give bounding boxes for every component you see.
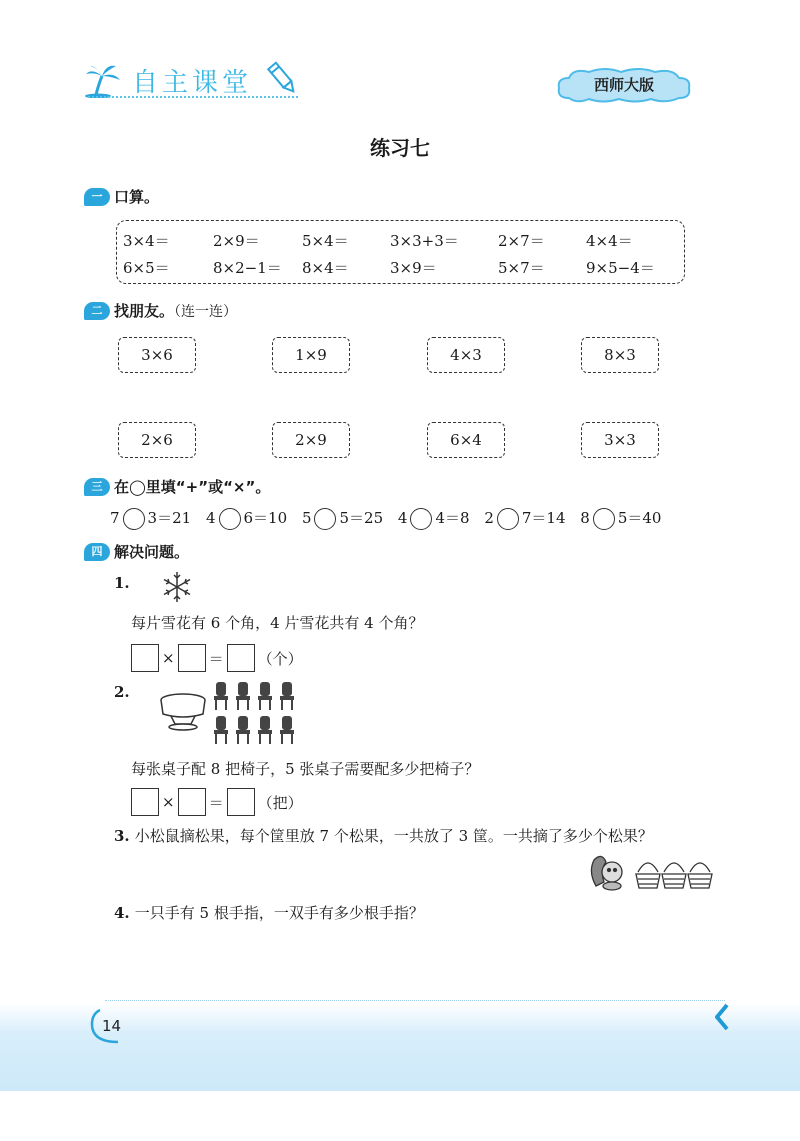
operand-result: 3＝21 [147, 509, 192, 527]
pencil-icon [266, 60, 300, 98]
operator-item [484, 509, 565, 527]
question-number: 3. [114, 827, 130, 845]
operator-item [206, 509, 287, 527]
operand: 2 [484, 509, 494, 527]
match-card-top[interactable]: 3×6 [118, 337, 196, 373]
operator-item [580, 509, 661, 527]
squirrel-baskets-icon [588, 852, 714, 892]
math-item: 8×2−1＝ [213, 259, 282, 277]
section-badge: 二 [84, 302, 110, 320]
chairs-icon [210, 680, 302, 748]
section-title-wrap [114, 300, 237, 321]
unit-label: （个） [257, 649, 303, 668]
times-sign: × [162, 649, 175, 667]
snowflake-icon [160, 570, 194, 604]
page-title: 练习七 [370, 136, 430, 160]
palm-tree-icon [84, 62, 128, 98]
question-line [114, 902, 424, 923]
match-card-bottom[interactable]: 2×9 [272, 422, 350, 458]
question-number: 2. [114, 683, 130, 701]
chevron-left-icon[interactable] [712, 1002, 732, 1032]
answer-box[interactable] [178, 788, 206, 816]
operator-circle[interactable] [219, 508, 241, 530]
question-number: 1. [114, 574, 130, 592]
section-badge: 四 [84, 543, 110, 561]
math-item: 4×4＝ [586, 232, 633, 250]
operand: 4 [205, 509, 216, 527]
unit-label: （把） [257, 793, 303, 812]
math-item: 2×7＝ [498, 232, 545, 250]
operator-item [110, 509, 191, 527]
operator-circle[interactable] [593, 508, 615, 530]
math-item: 5×4＝ [302, 232, 349, 250]
page-number: 14 [102, 1017, 122, 1035]
match-card-bottom[interactable]: 3×3 [581, 422, 659, 458]
operand-result: 7＝14 [521, 509, 566, 527]
question-text: 一只手有 5 根手指，一双手有多少根手指？ [134, 904, 424, 922]
question-text: 小松鼠摘松果，每个筐里放 7 个松果，一共放了 3 筐。一共摘了多少个松果？ [134, 827, 653, 845]
section-title: 解决问题。 [114, 543, 190, 561]
operator-circle[interactable] [410, 508, 432, 530]
table-icon [157, 690, 209, 732]
operand: 7 [110, 509, 120, 527]
operator-circle[interactable] [314, 508, 336, 530]
question-line [114, 825, 653, 846]
operator-item [398, 509, 470, 527]
answer-line [131, 788, 306, 816]
brand-title: 自主课堂 [132, 68, 253, 98]
header-divider [88, 96, 298, 98]
section-badge: 一 [84, 188, 110, 206]
section-badge: 三 [84, 478, 110, 496]
equals-sign: ＝ [208, 793, 224, 812]
question-text: 每片雪花有 6 个角，4 片雪花共有 4 个角？ [131, 614, 424, 632]
match-card-top[interactable]: 4×3 [427, 337, 505, 373]
answer-line [131, 644, 306, 672]
edition-label: 西师大版 [593, 76, 654, 94]
operator-circle[interactable] [497, 508, 519, 530]
math-item: 3×4＝ [123, 232, 170, 250]
section-title: 在◯里填“+”或“×”。 [114, 478, 271, 496]
answer-box[interactable] [227, 644, 255, 672]
answer-box[interactable] [131, 644, 159, 672]
section-title: 找朋友。 [114, 302, 175, 320]
question-number: 4. [114, 904, 130, 922]
operand: 8 [580, 509, 590, 527]
operand-result: 4＝8 [435, 509, 470, 527]
match-card-bottom[interactable]: 6×4 [427, 422, 505, 458]
operator-circle[interactable] [123, 508, 145, 530]
math-item: 3×9＝ [390, 259, 437, 277]
operand-result: 6＝10 [243, 509, 288, 527]
math-item: 2×9＝ [213, 232, 260, 250]
operator-item [302, 509, 383, 527]
math-item: 5×7＝ [498, 259, 545, 277]
operator-fill-row [110, 507, 671, 530]
operand-result: 5＝40 [617, 509, 662, 527]
math-item: 3×3+3＝ [390, 232, 459, 250]
question-text: 每张桌子配 8 把椅子，5 张桌子需要配多少把椅子？ [131, 760, 480, 778]
answer-box[interactable] [131, 788, 159, 816]
answer-box[interactable] [178, 644, 206, 672]
match-card-bottom[interactable]: 2×6 [118, 422, 196, 458]
match-card-top[interactable]: 1×9 [272, 337, 350, 373]
operand: 5 [301, 509, 312, 527]
match-card-top[interactable]: 8×3 [581, 337, 659, 373]
times-sign: × [162, 793, 175, 811]
answer-box[interactable] [227, 788, 255, 816]
section-title: 口算。 [114, 188, 160, 206]
operand-result: 5＝25 [339, 509, 384, 527]
equals-sign: ＝ [208, 649, 224, 668]
section-subtitle: （连一连） [174, 304, 238, 320]
math-item: 6×5＝ [123, 259, 170, 277]
footer-divider [105, 1000, 725, 1001]
math-item: 8×4＝ [302, 259, 349, 277]
math-item: 9×5−4＝ [586, 259, 655, 277]
operand: 4 [397, 509, 408, 527]
